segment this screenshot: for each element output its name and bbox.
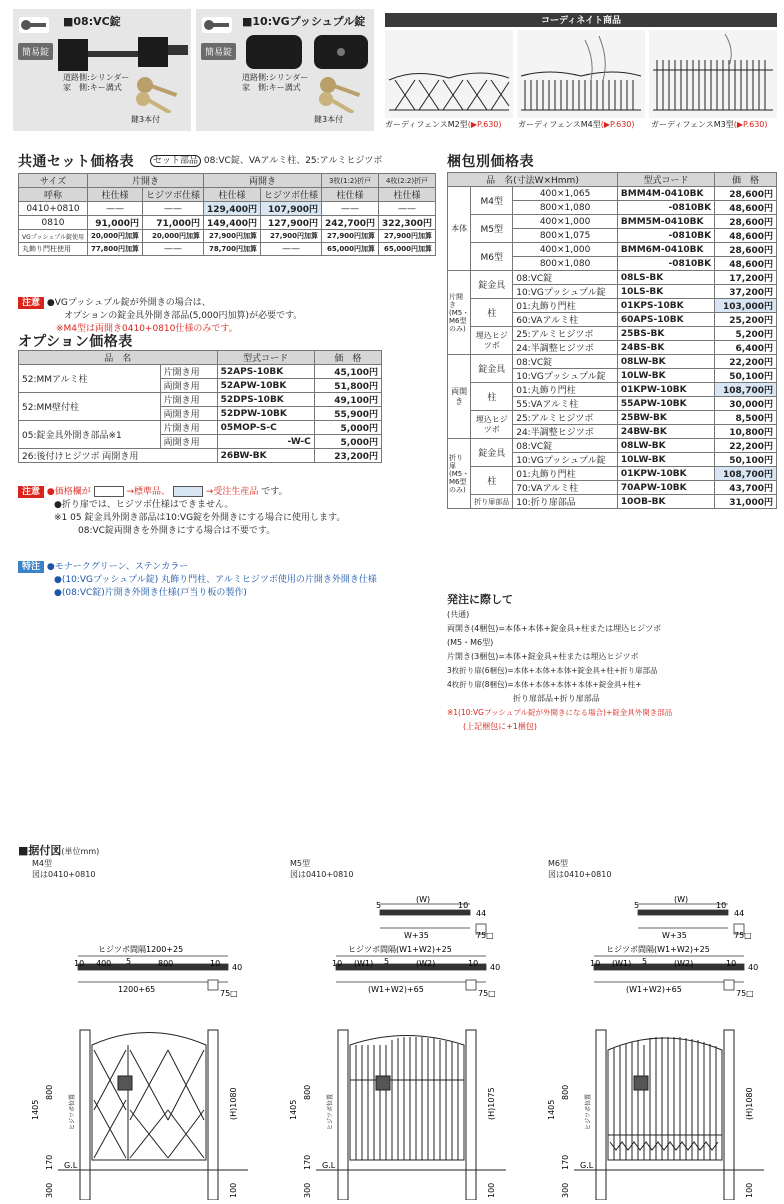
col-price: 価 格	[314, 351, 381, 365]
lock-title: ■08:VC錠	[63, 15, 121, 28]
pack-table	[447, 172, 777, 509]
note-line: オプションの錠金具外開き部品(5,000円加算)が必要です。	[64, 311, 303, 321]
svg-text:G.L: G.L	[322, 1161, 336, 1170]
svg-text:W+35: W+35	[662, 931, 687, 940]
table-row: 両開き用 52DPW-10BK 55,900円	[19, 407, 382, 421]
table-row: 埋込ヒジツボ 25:アルミヒジツボ 25BS-BK 5,200円	[448, 327, 777, 341]
svg-text:75□: 75□	[736, 989, 754, 998]
col-spec: 柱仕様	[204, 188, 261, 202]
table-row: 両開き 錠金具 08:VC錠 08LW-BK 22,200円	[448, 355, 777, 369]
common-set-parts	[150, 153, 382, 166]
table-row: M5型 400×1,000 BMM5M-0410BK 28,600円	[448, 215, 777, 229]
svg-text:300: 300	[561, 1182, 570, 1198]
col-fold3: 3枚(1:2)折戸	[322, 174, 379, 188]
svg-text:75□: 75□	[476, 931, 494, 940]
svg-text:ヒジツボ間隔(W1+W2)+25: ヒジツボ間隔(W1+W2)+25	[606, 945, 710, 954]
svg-text:10: 10	[458, 901, 469, 910]
col-single: 片開き	[87, 174, 203, 188]
table-row: 両開き用 -W-C 5,000円	[19, 435, 382, 449]
lock-desc-road: 道路側:シリンダー	[63, 73, 130, 82]
svg-text:(W1+W2)+65: (W1+W2)+65	[626, 985, 682, 994]
order-line: (上記梱包に+1梱包)	[463, 722, 538, 731]
svg-text:10: 10	[468, 959, 479, 968]
svg-text:800: 800	[45, 1084, 54, 1100]
svg-text:1405: 1405	[289, 1099, 298, 1120]
install-title: ■据付図(単位mm)	[18, 844, 100, 857]
note-line: ●価格欄が	[46, 487, 91, 497]
svg-text:(W1): (W1)	[354, 959, 374, 968]
special-order	[18, 561, 377, 600]
col-double: 両開き	[204, 174, 322, 188]
table-row: 60:VAアルミ柱 60APS-10BK 25,200円	[448, 313, 777, 327]
diagram-m4-label: M4型 図は0410+0810	[32, 859, 96, 879]
svg-text:(H)1075: (H)1075	[487, 1087, 496, 1120]
fence-photos	[385, 30, 777, 118]
table-row: 折り扉(M5・M6型のみ) 錠金具 08:VC錠 08LW-BK 22,200円	[448, 439, 777, 453]
keys-count: 鍵3本付	[314, 115, 344, 124]
col-code: 型式コード	[617, 173, 714, 187]
svg-text:(W): (W)	[416, 895, 431, 904]
col-spec: ヒジツボ仕様	[143, 188, 204, 202]
diagram-m4	[18, 880, 268, 1200]
svg-text:75□: 75□	[220, 989, 238, 998]
svg-text:(W1): (W1)	[612, 959, 632, 968]
svg-text:(W): (W)	[674, 895, 689, 904]
special-badge: 特注	[18, 561, 44, 573]
special-line: ●(10:VGプッシュプル錠) 丸飾り門柱、アルミヒジツボ使用の片開き外開き仕様	[54, 575, 377, 585]
note-line: ●VGプッシュプル錠が外開きの場合は、	[46, 298, 211, 308]
svg-text:1405: 1405	[547, 1099, 556, 1120]
col-price: 価 格	[715, 173, 777, 187]
svg-text:10: 10	[332, 959, 343, 968]
svg-text:ヒジツボ間隔(W1+W2)+25: ヒジツボ間隔(W1+W2)+25	[348, 945, 452, 954]
svg-text:800: 800	[303, 1084, 312, 1100]
svg-text:ヒジツボ間隔1200+25: ヒジツボ間隔1200+25	[98, 945, 184, 954]
svg-text:10: 10	[74, 959, 85, 968]
order-line: 折り扉部品+折り扉部品	[513, 694, 600, 703]
svg-text:44: 44	[476, 909, 487, 918]
svg-text:10: 10	[210, 959, 221, 968]
common-set-title: 共通セット価格表	[18, 154, 134, 170]
svg-text:44: 44	[734, 909, 745, 918]
table-row: 800×1,080 -0810BK 48,600円	[448, 201, 777, 215]
lock-type-badge: 簡易錠	[201, 43, 236, 60]
table-row: 丸飾り門柱使用 77,800円加算 —— 78,700円加算 —— 65,000円加算 65,000円加算	[19, 243, 436, 256]
keys-count: 鍵3本付	[131, 115, 161, 124]
table-row: 70:VAアルミ柱 70APW-10BK 43,700円	[448, 481, 777, 495]
svg-text:40: 40	[748, 963, 759, 972]
table-row: 800×1,075 -0810BK 48,600円	[448, 229, 777, 243]
svg-text:(W2): (W2)	[416, 959, 436, 968]
pack-title: 梱包別価格表	[447, 154, 534, 170]
common-set-table	[18, 173, 436, 256]
coordinate-header: コーディネイト商品	[385, 13, 777, 27]
svg-text:(W2): (W2)	[674, 959, 694, 968]
svg-text:5: 5	[126, 957, 132, 966]
svg-text:40: 40	[232, 963, 243, 972]
table-row: 26:後付けヒジツボ 両開き用 26BW-BK 23,200円	[19, 449, 382, 463]
svg-text:ヒジツボ位置: ヒジツボ位置	[585, 1093, 592, 1130]
order-line: 片開き(3梱包)=本体+錠金具+柱または埋込ヒジツボ	[447, 652, 639, 661]
table-row: 10:VGプッシュプル錠 10LW-BK 50,100円	[448, 369, 777, 383]
col-name: 品 名(寸法W×Hmm)	[448, 173, 618, 187]
key-icon	[19, 17, 49, 33]
coordinate-photos	[385, 30, 777, 118]
note-badge: 注意	[18, 297, 44, 309]
special-line: ●(08:VC錠)片開き外開き仕様(戸当り板の製作)	[54, 588, 247, 598]
lock-desc-home: 家 側:キー溝式	[242, 83, 301, 92]
svg-text:10: 10	[726, 959, 737, 968]
note-line: ●折り扉では、ヒジツボ仕様はできません。	[54, 500, 234, 510]
table-row: 埋込ヒジツボ 25:アルミヒジツボ 25BW-BK 8,500円	[448, 411, 777, 425]
keys-image	[314, 73, 369, 113]
note-line: →受注生産品	[205, 487, 259, 497]
svg-text:75□: 75□	[478, 989, 496, 998]
col-code: 型式コード	[217, 351, 314, 365]
svg-text:ヒジツボ位置: ヒジツボ位置	[327, 1093, 334, 1130]
coordinate-caption-m3: ガーディフェンスM3型(▶P.630)	[651, 120, 768, 129]
parts-label: セット部品	[150, 155, 201, 167]
col-spec: 柱仕様	[379, 188, 436, 202]
svg-text:5: 5	[642, 957, 648, 966]
table-row: 52:MMアルミ柱 片開き用 52APS-10BK 45,100円	[19, 365, 382, 379]
table-row: 柱 01:丸飾り門柱 01KPS-10BK 103,000円	[448, 299, 777, 313]
svg-text:40: 40	[490, 963, 501, 972]
svg-text:ヒジツボ位置: ヒジツボ位置	[69, 1093, 76, 1130]
svg-text:100: 100	[487, 1182, 496, 1198]
svg-text:1200+65: 1200+65	[118, 985, 156, 994]
order-line: 3枚折り扉(6梱包)=本体+本体+本体+錠金具+柱+折り扉部品	[447, 666, 658, 675]
lock-type-badge: 簡易錠	[18, 43, 53, 60]
svg-text:1405: 1405	[31, 1099, 40, 1120]
table-row: 52:MM壁付柱 片開き用 52DPS-10BK 49,100円	[19, 393, 382, 407]
table-row: M6型 400×1,000 BMM6M-0410BK 28,600円	[448, 243, 777, 257]
svg-text:170: 170	[561, 1154, 570, 1170]
table-row: 柱 01:丸飾り門柱 01KPW-10BK 108,700円	[448, 383, 777, 397]
svg-text:100: 100	[229, 1182, 238, 1198]
col-name: 呼称	[19, 188, 88, 202]
table-row: VGプッシュプル錠使用 20,000円加算 20,000円加算 27,900円加算 27,900円加算 27,900円加算 27,900円加算	[19, 230, 436, 243]
svg-text:100: 100	[745, 1182, 754, 1198]
order-line: ※1(10:VGプッシュプル錠が外開きになる場合)+錠金具外開き部品	[447, 708, 673, 717]
table-row: 折り扉部品 10:折り扉部品 10OB-BK 31,000円	[448, 495, 777, 509]
diagram-m6-label: M6型 図は0410+0810	[548, 859, 612, 879]
option-table	[18, 350, 382, 463]
table-row: 柱 01:丸飾り門柱 01KPW-10BK 108,700円	[448, 467, 777, 481]
note-line: です。	[261, 487, 288, 497]
coordinate-caption-m2: ガーディフェンスM2型(▶P.630)	[385, 120, 502, 129]
table-row: 55:VAアルミ柱 55APW-10BK 30,000円	[448, 397, 777, 411]
table-row: 両開き用 52APW-10BK 51,800円	[19, 379, 382, 393]
svg-text:400: 400	[96, 959, 112, 968]
table-row: 本体 M4型 400×1,065 BMM4M-0410BK 28,600円	[448, 187, 777, 201]
note-badge: 注意	[18, 486, 44, 498]
lock-panel-vg	[196, 9, 374, 131]
svg-text:170: 170	[303, 1154, 312, 1170]
lock-desc-home: 家 側:キー溝式	[63, 83, 122, 92]
lock-panel-vc	[13, 9, 191, 131]
order-line: (M5・M6型)	[447, 638, 494, 647]
svg-text:(H)1080: (H)1080	[745, 1087, 754, 1120]
svg-text:800: 800	[561, 1084, 570, 1100]
table-row: 片開き(M5・M6型のみ) 錠金具 08:VC錠 08LS-BK 17,200円	[448, 271, 777, 285]
order-line: 4枚折り扉(8梱包)=本体+本体+本体+本体+錠金具+柱+	[447, 680, 642, 689]
table-row: 10:VGプッシュプル錠 10LS-BK 37,200円	[448, 285, 777, 299]
svg-text:5: 5	[376, 901, 382, 910]
order-notes	[447, 592, 779, 734]
table-row: 24:半調整ヒジツボ 24BS-BK 6,400円	[448, 341, 777, 355]
order-line: 両開き(4梱包)=本体+本体+錠金具+柱または埋込ヒジツボ	[447, 624, 662, 633]
order-line: (共通)	[447, 610, 470, 619]
col-spec: 柱仕様	[87, 188, 142, 202]
vg-lock-image	[242, 33, 372, 73]
table-row: 05:錠金具外開き部品※1 片開き用 05MOP-S-C 5,000円	[19, 421, 382, 435]
svg-text:10: 10	[716, 901, 727, 910]
svg-text:W+35: W+35	[404, 931, 429, 940]
table-row: 0410+0810 —— —— 129,400円 107,900円 —— ——	[19, 202, 436, 216]
note-line: ※M4型は両開き0410+0810仕様のみです。	[56, 324, 238, 334]
svg-text:5: 5	[384, 957, 390, 966]
table-row: 10:VGプッシュプル錠 10LW-BK 50,100円	[448, 453, 777, 467]
col-size: サイズ	[19, 174, 88, 188]
option-title: オプション価格表	[18, 334, 133, 350]
svg-text:800: 800	[158, 959, 174, 968]
svg-text:300: 300	[45, 1182, 54, 1198]
lock-desc-road: 道路側:シリンダー	[242, 73, 309, 82]
special-line: ●モナークグリーン、ステンカラー	[46, 562, 189, 572]
diagram-m6	[534, 880, 784, 1200]
table-row: 24:半調整ヒジツボ 24BW-BK 10,800円	[448, 425, 777, 439]
svg-text:(W1+W2)+65: (W1+W2)+65	[368, 985, 424, 994]
diagram-m5	[276, 880, 526, 1200]
order-swatch	[173, 486, 203, 497]
svg-text:170: 170	[45, 1154, 54, 1170]
note-line: →標準品、	[126, 487, 171, 497]
col-spec: 柱仕様	[322, 188, 379, 202]
svg-text:10: 10	[590, 959, 601, 968]
svg-text:(H)1080: (H)1080	[229, 1087, 238, 1120]
table-row: 800×1,080 -0810BK 48,600円	[448, 257, 777, 271]
note-line: 08:VC錠両開きを外開きにする場合は不要です。	[78, 526, 276, 536]
keys-image	[131, 73, 186, 113]
col-name: 品 名	[19, 351, 218, 365]
coordinate-caption-m4: ガーディフェンスM4型(▶P.630)	[518, 120, 635, 129]
parts-text: 08:VC錠、VAアルミ柱、25:アルミヒジツボ	[203, 156, 383, 166]
key-icon	[202, 17, 232, 33]
standard-swatch	[94, 486, 124, 497]
order-title: 発注に際して	[447, 593, 513, 606]
svg-text:75□: 75□	[734, 931, 752, 940]
lock-title: ■10:VGプッシュプル錠	[242, 15, 366, 28]
diagram-m5-label: M5型 図は0410+0810	[290, 859, 354, 879]
option-notes	[18, 486, 438, 538]
table-row: 0810 91,000円 71,000円 149,400円 127,900円 242,700円 322,300円	[19, 216, 436, 230]
note-line: ※1 05 錠金具外開き部品は10:VG錠を外開きにする場合に使用します。	[54, 513, 346, 523]
svg-text:300: 300	[303, 1182, 312, 1198]
svg-text:5: 5	[634, 901, 640, 910]
svg-text:G.L: G.L	[580, 1161, 594, 1170]
svg-text:G.L: G.L	[64, 1161, 78, 1170]
col-spec: ヒジツボ仕様	[261, 188, 322, 202]
col-fold4: 4枚(2:2)折戸	[379, 174, 436, 188]
